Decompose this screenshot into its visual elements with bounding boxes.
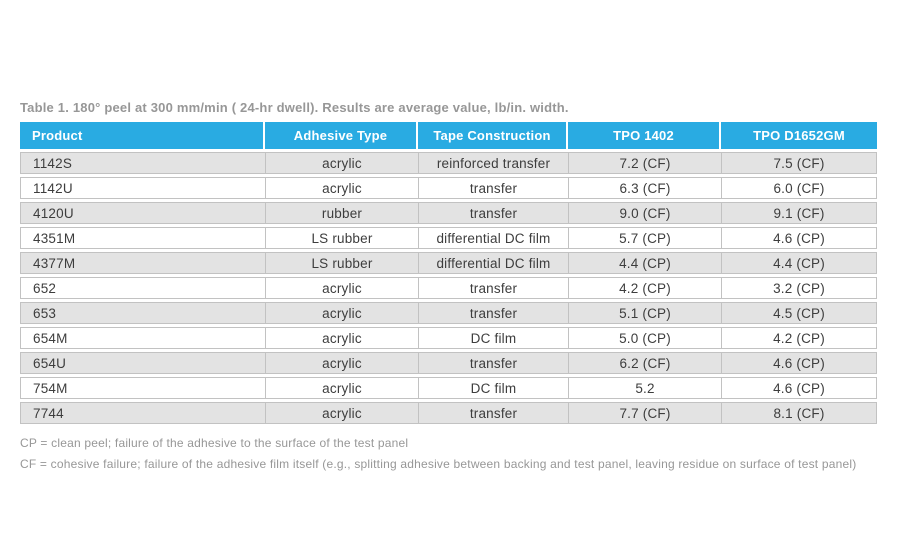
table-title: Table 1. 180° peel at 300 mm/min ( 24-hr dwell). Results are average value, lb/in. width. <box>20 100 569 115</box>
table-cell: 5.1 (CP) <box>568 302 721 324</box>
table-cell: 8.1 (CF) <box>721 402 877 424</box>
table-cell: 652 <box>20 277 265 299</box>
table-row <box>20 252 877 274</box>
table-cell: 654M <box>20 327 265 349</box>
results-table <box>20 119 877 427</box>
table-row <box>20 402 877 424</box>
table-row <box>20 302 877 324</box>
table-cell: acrylic <box>265 377 418 399</box>
table-header-row <box>20 122 877 149</box>
table-cell: differential DC film <box>418 252 568 274</box>
table-cell: 5.0 (CP) <box>568 327 721 349</box>
table-cell: acrylic <box>265 277 418 299</box>
table-row <box>20 277 877 299</box>
table-cell: 654U <box>20 352 265 374</box>
table-cell: differential DC film <box>418 227 568 249</box>
table-cell: acrylic <box>265 302 418 324</box>
table-row <box>20 352 877 374</box>
table-body <box>20 152 877 424</box>
table-cell: 4.4 (CP) <box>721 252 877 274</box>
table-cell: 4120U <box>20 202 265 224</box>
table-cell: acrylic <box>265 177 418 199</box>
table-cell: 6.0 (CF) <box>721 177 877 199</box>
table-cell: acrylic <box>265 402 418 424</box>
table-cell: 4.6 (CP) <box>721 227 877 249</box>
table-cell: DC film <box>418 327 568 349</box>
table-cell: 5.7 (CP) <box>568 227 721 249</box>
table-cell: 4.2 (CP) <box>721 327 877 349</box>
table-cell: 4377M <box>20 252 265 274</box>
table-cell: DC film <box>418 377 568 399</box>
table-cell: 5.2 <box>568 377 721 399</box>
table-cell: 6.2 (CF) <box>568 352 721 374</box>
table-cell: transfer <box>418 352 568 374</box>
table-cell: transfer <box>418 202 568 224</box>
table-cell: 4.5 (CP) <box>721 302 877 324</box>
table-cell: 7.5 (CF) <box>721 152 877 174</box>
column-header: Adhesive Type <box>265 122 418 149</box>
table-cell: 6.3 (CF) <box>568 177 721 199</box>
table-cell: 7744 <box>20 402 265 424</box>
footnote-cp: CP = clean peel; failure of the adhesive to the surface of the test panel <box>20 436 409 450</box>
table-cell: 1142S <box>20 152 265 174</box>
table-cell: 754M <box>20 377 265 399</box>
table-cell: 9.1 (CF) <box>721 202 877 224</box>
table-cell: reinforced transfer <box>418 152 568 174</box>
table-row <box>20 177 877 199</box>
footnote-cf: CF = cohesive failure; failure of the adhesive film itself (e.g., splitting adhesive between backing and test panel, leaving residue on surface of test panel) <box>20 457 857 471</box>
table-row <box>20 327 877 349</box>
column-header: TPO D1652GM <box>721 122 877 149</box>
table-cell: 7.7 (CF) <box>568 402 721 424</box>
table-cell: LS rubber <box>265 252 418 274</box>
table-cell: 4.6 (CP) <box>721 352 877 374</box>
table-cell: transfer <box>418 402 568 424</box>
column-header: Tape Construction <box>418 122 568 149</box>
table-cell: rubber <box>265 202 418 224</box>
table-cell: LS rubber <box>265 227 418 249</box>
table-cell: acrylic <box>265 327 418 349</box>
table-cell: 4.2 (CP) <box>568 277 721 299</box>
column-header: Product <box>20 122 265 149</box>
table-row <box>20 377 877 399</box>
table-row <box>20 202 877 224</box>
table-cell: 653 <box>20 302 265 324</box>
column-header: TPO 1402 <box>568 122 721 149</box>
table-cell: 9.0 (CF) <box>568 202 721 224</box>
table-cell: acrylic <box>265 152 418 174</box>
table-header <box>20 122 877 149</box>
table-cell: 4.6 (CP) <box>721 377 877 399</box>
table-cell: 7.2 (CF) <box>568 152 721 174</box>
footnotes <box>20 436 877 471</box>
table-figure <box>20 100 877 478</box>
table-cell: transfer <box>418 277 568 299</box>
table-row <box>20 227 877 249</box>
table-cell: transfer <box>418 177 568 199</box>
table-row <box>20 152 877 174</box>
table-cell: 4.4 (CP) <box>568 252 721 274</box>
table-cell: 4351M <box>20 227 265 249</box>
table-cell: 1142U <box>20 177 265 199</box>
table-cell: transfer <box>418 302 568 324</box>
table-cell: acrylic <box>265 352 418 374</box>
table-cell: 3.2 (CP) <box>721 277 877 299</box>
